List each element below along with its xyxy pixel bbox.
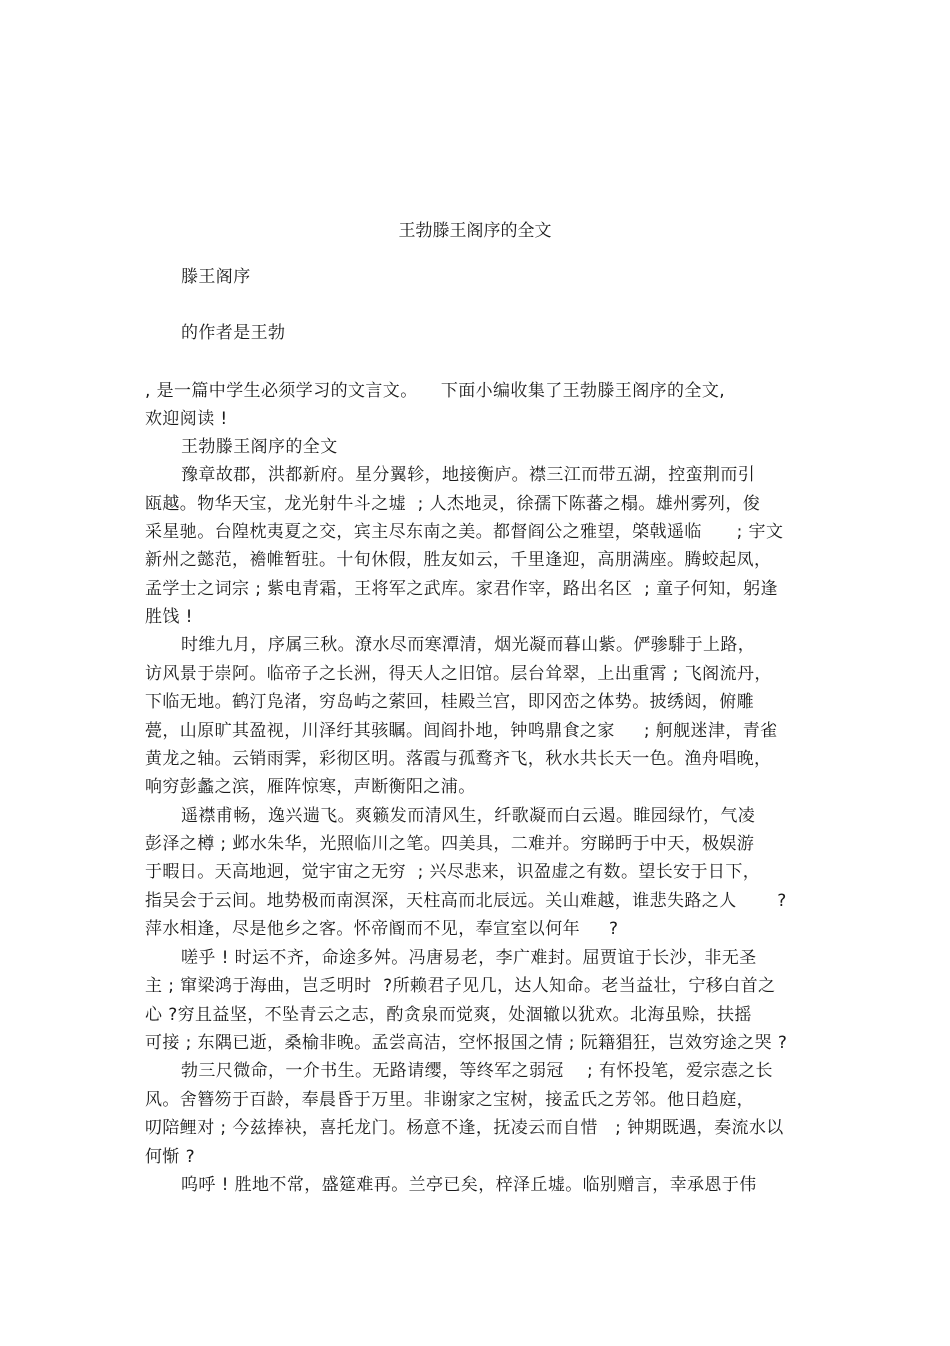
text-line: 叨陪鲤对 ; 今兹捧袂，喜托龙门。杨意不逢，抚凌云而自惜 ; 钟期既遇，奏流水以 <box>145 1118 784 1138</box>
text-line: 萍水相逢，尽是他乡之客。怀帝阍而不见，奉宣室以何年 ? <box>145 919 619 939</box>
text-line: 胜饯 ! <box>145 607 193 627</box>
text-line: , 是一篇中学生必须学习的文言文。 下面小编收集了王勃滕王阁序的全文, <box>145 381 726 401</box>
text-line: 欢迎阅读 ! <box>145 409 228 429</box>
text-line: 心 ?穷且益坚，不坠青云之志，酌贪泉而觉爽，处涸辙以犹欢。北海虽赊，扶摇 <box>145 1005 752 1025</box>
text-line: 豫章故郡，洪都新府。星分翼轸，地接衡庐。襟三江而带五湖，控蛮荆而引 <box>181 465 756 485</box>
text-line: 彭泽之樽 ; 邺水朱华，光照临川之笔。四美具，二难并。穷睇眄于中天，极娱游 <box>145 834 755 854</box>
text-line: 主 ; 窜梁鸿于海曲，岂乏明时 ?所赖君子见几，达人知命。老当益壮，宁移白首之 <box>145 976 776 996</box>
text-line: 可接 ; 东隅已逝，桑榆非晚。孟尝高洁，空怀报国之情 ; 阮籍猖狂，岂效穷途之哭 ? <box>145 1033 788 1053</box>
text-line: 嗟乎 ! 时运不齐，命途多舛。冯唐易老，李广难封。屈贾谊于长沙，非无圣 <box>181 948 757 968</box>
heading-line-1: 滕王阁序 <box>181 267 251 287</box>
text-line: 响穷彭蠡之滨，雁阵惊寒，声断衡阳之浦。 <box>145 777 476 797</box>
heading-line-2: 的作者是王勃 <box>181 323 286 343</box>
text-line: 于暇日。天高地迥，觉宇宙之无穷 ; 兴尽悲来，识盈虚之有数。望长安于日下， <box>145 862 761 882</box>
text-line: 采星驰。台隍枕夷夏之交，宾主尽东南之美。都督阎公之雅望，棨戟遥临 ; 宇文 <box>145 522 784 542</box>
text-line: 访风景于崇阿。临帝子之长洲，得天人之旧馆。层台耸翠，上出重霄 ; 飞阁流丹， <box>145 664 772 684</box>
text-line: 何惭 ? <box>145 1147 196 1167</box>
text-line: 黄龙之轴。云销雨霁，彩彻区明。落霞与孤鹜齐飞，秋水共长天一色。渔舟唱晚， <box>145 749 772 769</box>
document-title: 王勃滕王阁序的全文 <box>398 221 552 241</box>
text-line: 新州之懿范，襜帷暂驻。十旬休假，胜友如云，千里逢迎，高朋满座。腾蛟起凤， <box>145 550 772 570</box>
text-line: 时维九月，序属三秋。潦水尽而寒潭清，烟光凝而暮山紫。俨骖騑于上路， <box>181 635 756 655</box>
text-line: 孟学士之词宗 ; 紫电青霜，王将军之武库。家君作宰，路出名区 ; 童子何知，躬逢 <box>145 579 778 599</box>
text-line: 遥襟甫畅，逸兴遄飞。爽籁发而清风生，纤歌凝而白云遏。睢园绿竹，气凌 <box>181 806 756 826</box>
text-line: 瓯越。物华天宝，龙光射牛斗之墟 ; 人杰地灵，徐孺下陈蕃之榻。雄州雾列，俊 <box>145 494 761 514</box>
text-line: 呜呼 ! 胜地不常，盛筵难再。兰亭已矣，梓泽丘墟。临别赠言，幸承恩于伟 <box>181 1175 757 1195</box>
text-line: 勃三尺微命，一介书生。无路请缨，等终军之弱冠 ; 有怀投笔，爱宗悫之长 <box>181 1061 773 1081</box>
text-line: 甍，山原旷其盈视，川泽纡其骇瞩。闾阎扑地，钟鸣鼎食之家 ; 舸舰迷津，青雀 <box>145 721 778 741</box>
section-heading: 王勃滕王阁序的全文 <box>181 437 338 457</box>
text-line: 下临无地。鹤汀凫渚，穷岛屿之萦回，桂殿兰宫，即冈峦之体势。披绣闼，俯雕 <box>145 692 754 712</box>
text-line: 风。舍簪笏于百龄，奉晨昏于万里。非谢家之宝树，接孟氏之芳邻。他日趋庭， <box>145 1090 754 1110</box>
text-line: 指吴会于云间。地势极而南溟深，天柱高而北辰远。关山难越，谁悲失路之人 ? <box>145 891 787 911</box>
